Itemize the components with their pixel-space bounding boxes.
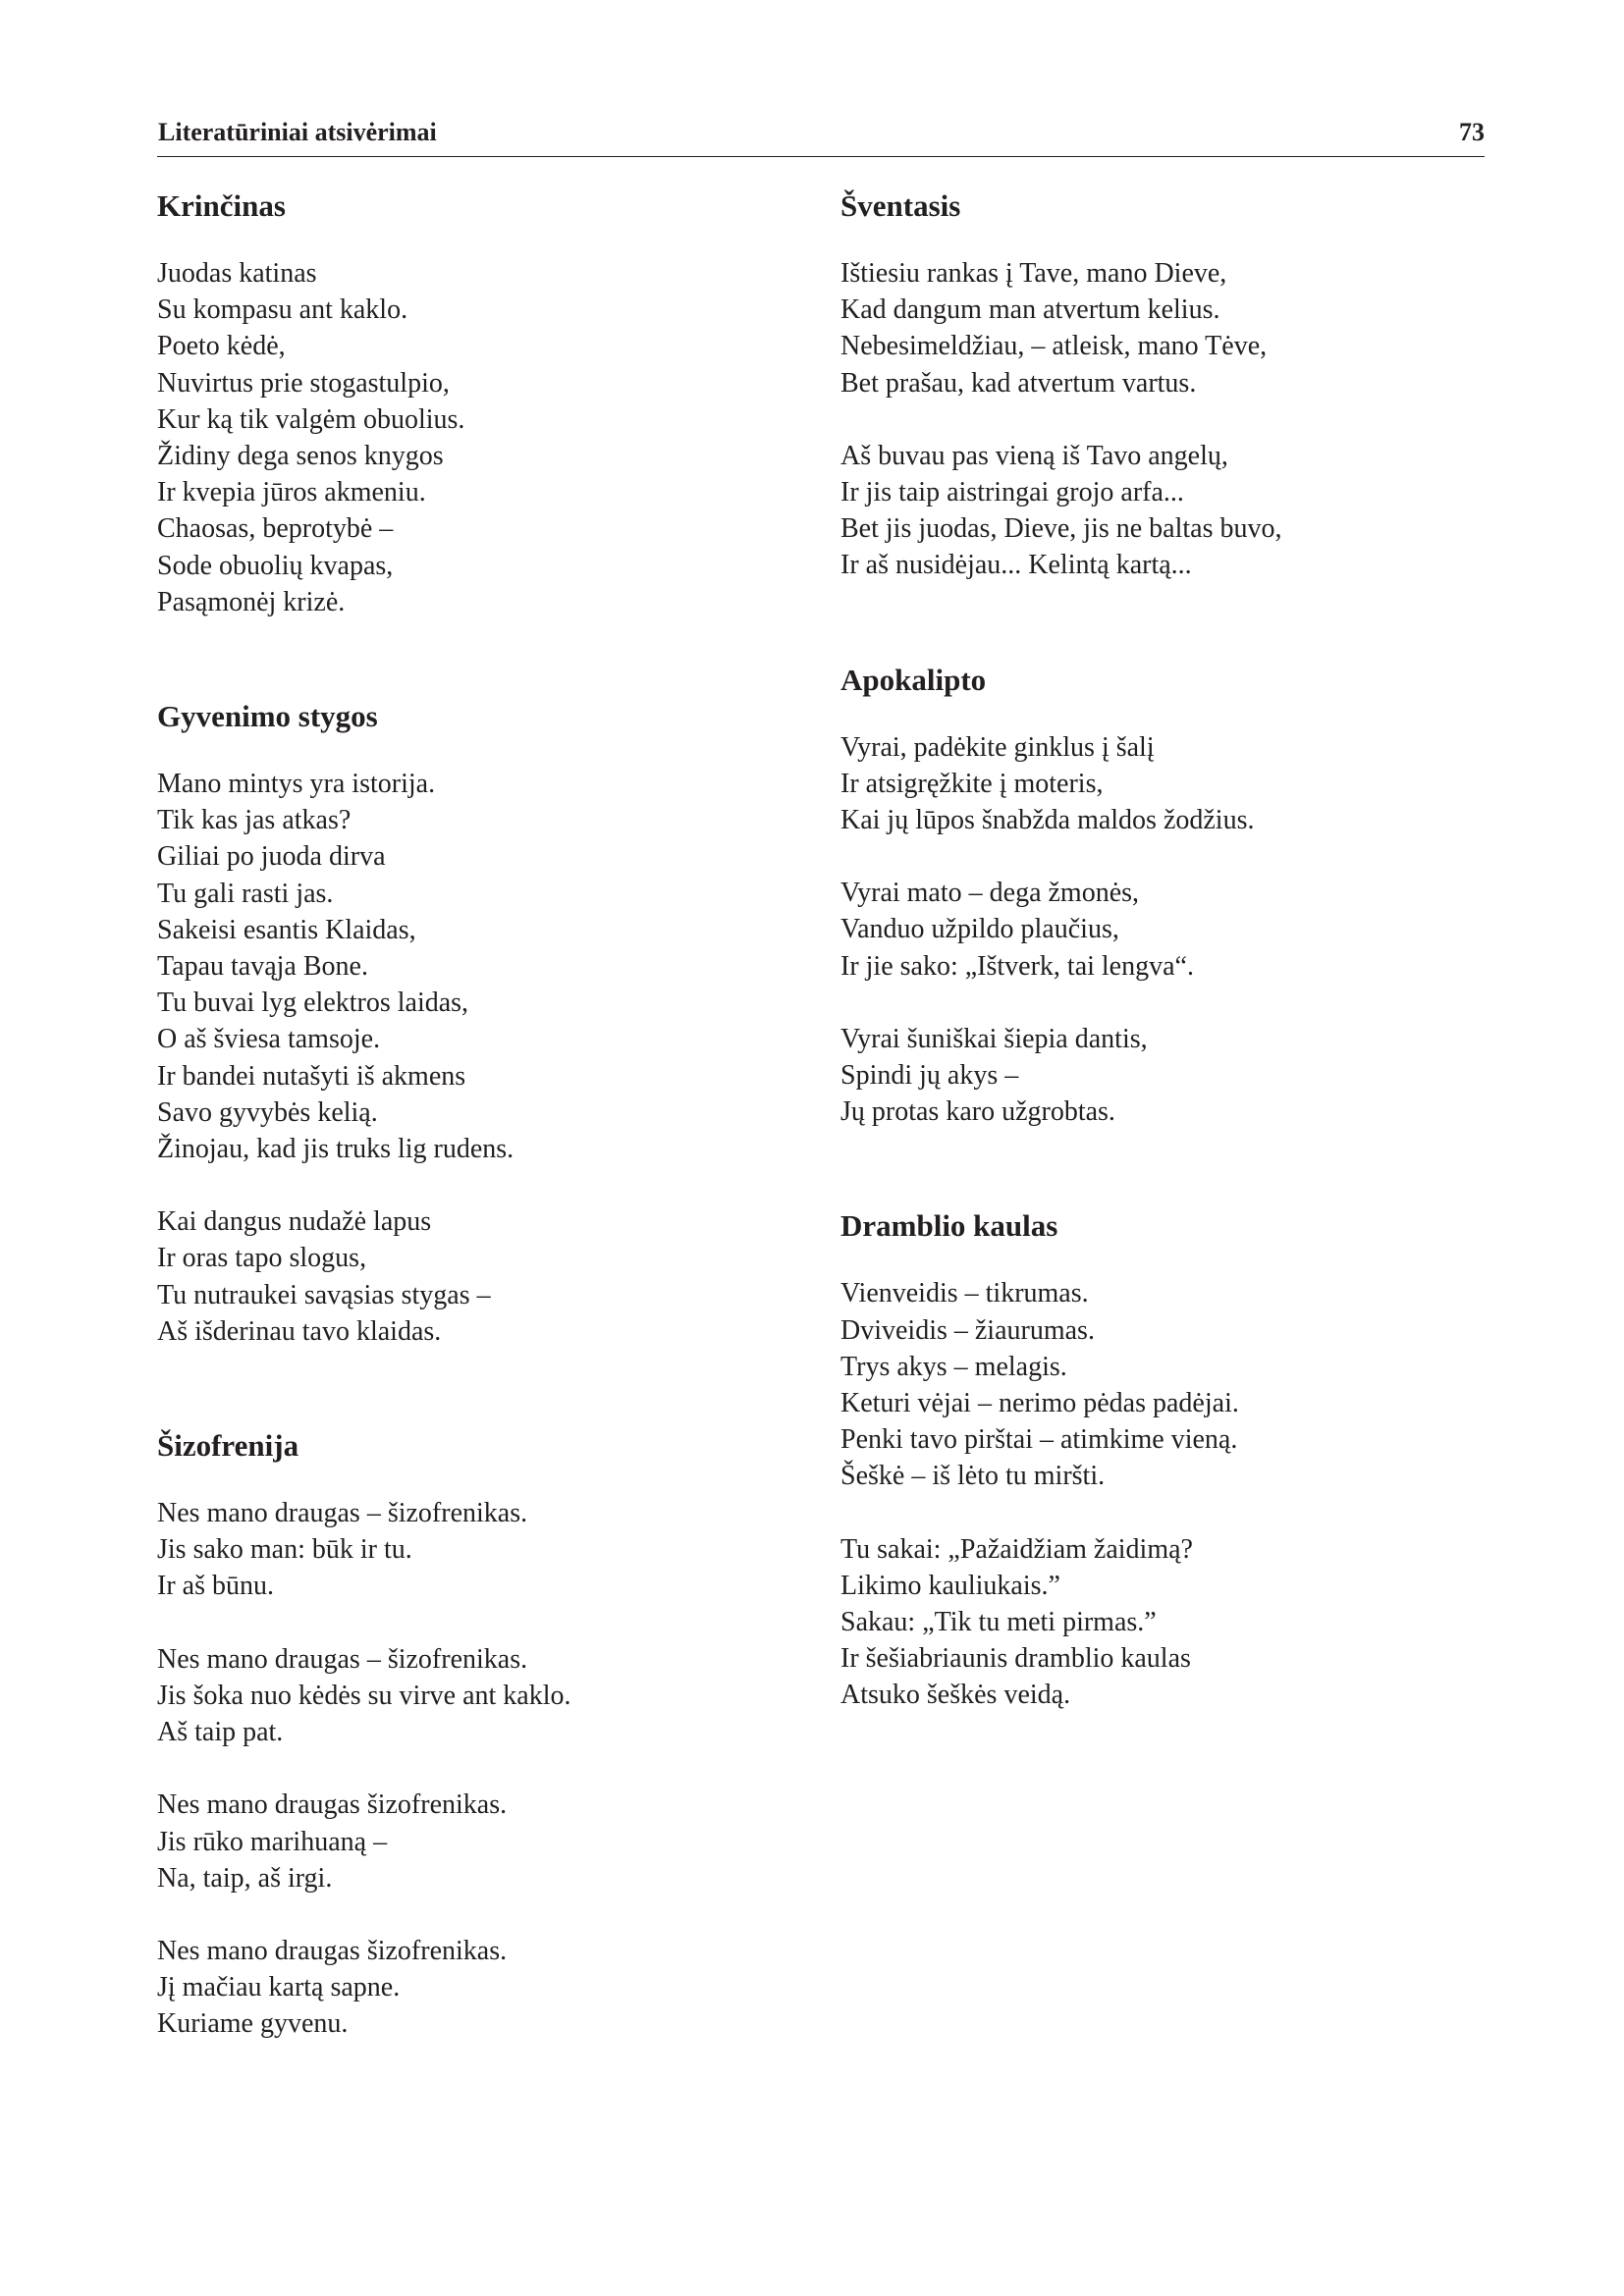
poem-line: Kuriame gyvenu. [157,2008,349,2040]
poem-line: Nes mano draugas – šizofrenikas. [157,1498,528,1529]
poem-line: Spindi jų akys – [840,1060,1019,1092]
poem-line: Vyrai šuniškai šiepia dantis, [840,1023,1148,1054]
poem-line: Tu sakai: „Pažaidžiam žaidimą? [840,1533,1193,1565]
poem-line: Vienveidis – tikrumas. [840,1278,1089,1309]
poem-line: Nes mano draugas šizofrenikas. [157,1789,508,1821]
poem-title: Gyvenimo stygos [157,699,378,734]
stanza [157,1787,795,1896]
poem-line: Bet jis juodas, Dieve, jis ne baltas buvo, [840,513,1282,545]
poem-line: Židiny dega senos knygos [157,441,444,472]
stanza [840,875,1485,985]
poem-line: Ištiesiu rankas į Tave, mano Dieve, [840,258,1227,289]
poem-line: Nebesimeldžiau, – atleisk, mano Tėve, [840,331,1268,362]
poem-line: Likimo kauliukais.” [840,1570,1060,1601]
stanza [840,438,1485,584]
page-number: 73 [1459,118,1485,146]
poem-line: Aš buvau pas vieną iš Tavo angelų, [840,440,1228,471]
poem-line: Ir bandei nutašyti iš akmens [157,1060,466,1092]
poem-title: Šizofrenija [157,1428,299,1464]
poem-line: Jį mačiau kartą sapne. [157,1972,401,2003]
poem-apokalipto [840,657,1485,1131]
poem-line: Poeto kėdė, [157,331,286,362]
poem-line: Su kompasu ant kaklo. [157,294,408,326]
stanza [840,1275,1485,1494]
poem-line: Ir aš nusidėjau... Kelintą kartą... [840,550,1192,581]
poem-line: Bet prašau, kad atvertum vartus. [840,367,1197,399]
stanza [840,1021,1485,1131]
poem-line: Jis rūko marihuaną – [157,1826,388,1857]
poem-title: Krinčinas [157,188,286,223]
poem-line: Aš išderinau tavo klaidas. [157,1315,442,1347]
poem-line: Kai dangus nudažė lapus [157,1206,432,1238]
poem-line: Mano mintys yra istorija. [157,769,436,800]
stanza [157,1203,795,1350]
poem-line: Sakeisi esantis Klaidas, [157,914,416,945]
poem-line: Kai jų lūpos šnabžda maldos žodžius. [840,805,1255,836]
poem-line: Jis sako man: būk ir tu. [157,1534,412,1566]
poem-line: Chaosas, beprotybė – [157,513,394,545]
poem-title: Šventasis [840,188,961,223]
poem-line: Vyrai mato – dega žmonės, [840,878,1140,909]
stanza [157,255,795,620]
poem-line: Ir kvepia jūros akmeniu. [157,477,426,508]
stanza [840,1531,1485,1714]
poem-line: Keturi vėjai – nerimo pėdas padėjai. [840,1388,1239,1419]
poem-line: Kad dangum man atvertum kelius. [840,294,1220,326]
poem-line: Trys akys – melagis. [840,1351,1067,1382]
poem-line: Ir jie sako: „Ištverk, tai lengva“. [840,950,1194,982]
poem-line: Vyrai, padėkite ginklus į šalį [840,731,1155,763]
poem-line: Dviveidis – žiaurumas. [840,1314,1095,1346]
poem-krincinas [157,183,795,620]
poem-line: Tapau tavąja Bone. [157,951,368,983]
poem-line: O aš šviesa tamsoje. [157,1024,381,1055]
poem-line: Pasąmonėj krizė. [157,586,346,617]
running-header [157,117,1485,157]
poem-line: Ir atsigręžkite į moteris, [840,768,1104,799]
poem-title: Apokalipto [840,662,987,697]
poem-sventasis [840,183,1485,584]
poem-line: Tik kas jas atkas? [157,805,352,836]
poem-line: Nuvirtus prie stogastulpio, [157,367,450,399]
stanza [157,766,795,1167]
poem-line: Tu gali rasti jas. [157,878,334,909]
poem-line: Žinojau, kad jis truks lig rudens. [157,1134,514,1165]
poem-line: Kur ką tik valgėm obuolius. [157,403,465,435]
poem-line: Ir šešiabriaunis dramblio kaulas [840,1643,1191,1675]
poem-line: Atsuko šeškės veidą. [840,1680,1071,1711]
poem-line: Penki tavo pirštai – atimkime vieną. [840,1424,1238,1456]
poem-line: Jis šoka nuo kėdės su virve ant kaklo. [157,1680,571,1711]
poem-line: Sode obuolių kvapas, [157,550,394,581]
poem-dramblio-kaulas [840,1202,1485,1713]
poem-line: Ir oras tapo slogus, [157,1243,367,1274]
running-header-title: Literatūriniai atsivėrimai [158,118,437,146]
poem-line: Šeškė – iš lėto tu miršti. [840,1461,1106,1492]
poem-title: Dramblio kaulas [840,1208,1058,1244]
stanza [157,1933,795,2043]
poem-line: Na, taip, aš irgi. [157,1862,333,1894]
poem-line: Savo gyvybės kelią. [157,1096,378,1128]
left-column [157,183,795,2043]
stanza [157,1641,795,1751]
poem-line: Tu buvai lyg elektros laidas, [157,988,469,1019]
poem-line: Vanduo užpildo plaučius, [840,914,1119,945]
stanza [840,729,1485,839]
poem-line: Sakau: „Tik tu meti pirmas.” [840,1607,1157,1638]
poem-sizofrenija [157,1422,795,2042]
poem-line: Ir aš būnu. [157,1571,274,1602]
stanza [157,1495,795,1605]
poem-gyvenimo-stygos [157,693,795,1350]
poem-line: Nes mano draugas – šizofrenikas. [157,1643,528,1675]
poem-line: Jų protas karo užgrobtas. [840,1096,1115,1128]
poem-line: Giliai po juoda dirva [157,841,386,873]
poem-line: Nes mano draugas šizofrenikas. [157,1935,508,1966]
poem-line: Ir jis taip aistringai grojo arfa... [840,477,1184,508]
poem-line: Aš taip pat. [157,1717,284,1748]
right-column [840,183,1485,1714]
poem-line: Juodas katinas [157,258,317,289]
poem-line: Tu nutraukei savąsias stygas – [157,1279,491,1310]
stanza [840,255,1485,401]
